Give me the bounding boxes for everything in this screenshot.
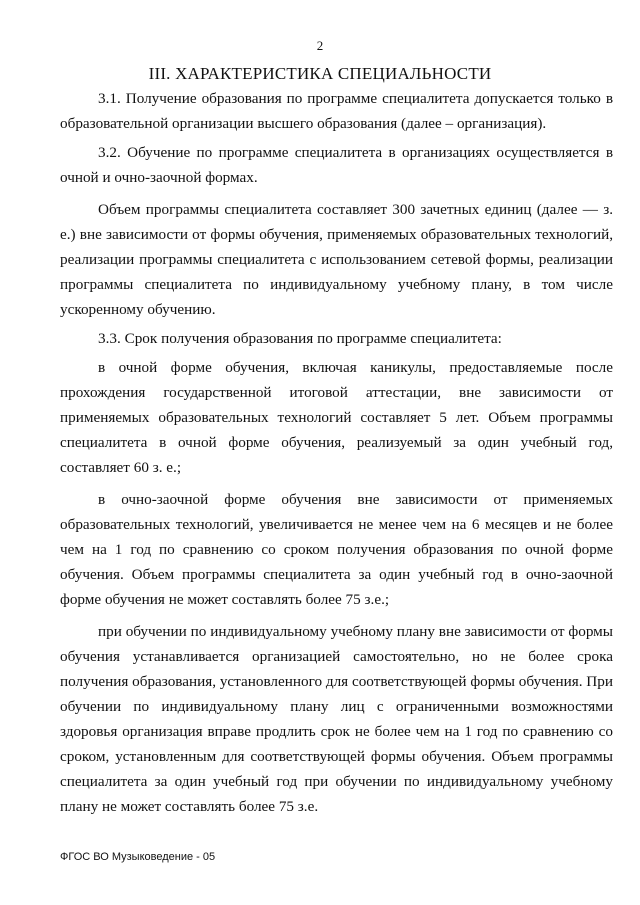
paragraph-3-2: 3.2. Обучение по программе специалитета в организациях осуществляется в очной и очно-заочной формах. [60,144,613,186]
document-body [60,86,613,819]
footer-text: ФГОС ВО Музыковедение - 05 [60,851,216,863]
paragraph-program-volume: Объем программы специалитета составляет 300 зачетных единиц (далее — з. е.) вне зависимости от формы обучения, применяемых образовательных технологий, реализации программы специалитета с использованием сетевой формы, реализации программы специалитета по индивидуальному учебному плану, в том числе ускоренному обучению. [60,201,613,318]
paragraph-3-1: 3.1. Получение образования по программе специалитета допускается только в образовательной организации высшего образования (далее – организация). [60,90,613,132]
paragraph-part-time: в очно-заочной форме обучения вне зависимости от применяемых образовательных технологий, увеличивается не менее чем на 6 месяцев и не более чем на 1 год по сравнению со сроком получения образования по очной форме обучения. Объем программы специалитета за один учебный год в очно-заочной форме обучения не может составлять более 75 з.е.; [60,491,613,608]
paragraph-individual-plan: при обучении по индивидуальному учебному плану вне зависимости от формы обучения устанавливается организацией самостоятельно, но не более срока получения образования, установленного для соответствующей формы обучения. При обучении по индивидуальному плану лиц с ограниченными возможностями здоровья организация вправе продлить срок не более чем на 1 год по сравнению со сроком, установленным для соответствующей формы обучения. Объем программы специалитета за один учебный год при обучении по индивидуальному учебному плану не может составлять более 75 з.е. [60,623,613,815]
paragraph-full-time: в очной форме обучения, включая каникулы, предоставляемые после прохождения государственной итоговой аттестации, вне зависимости от применяемых образовательных технологий составляет 5 лет. Объем программы специалитета в очной форме обучения, реализуемый за один учебный год, составляет 60 з. е.; [60,359,613,476]
page-number: 2 [316,38,324,53]
section-title: III. ХАРАКТЕРИСТИКА СПЕЦИАЛЬНОСТИ [148,64,492,83]
paragraph-3-3: 3.3. Срок получения образования по программе специалитета: [98,330,502,347]
